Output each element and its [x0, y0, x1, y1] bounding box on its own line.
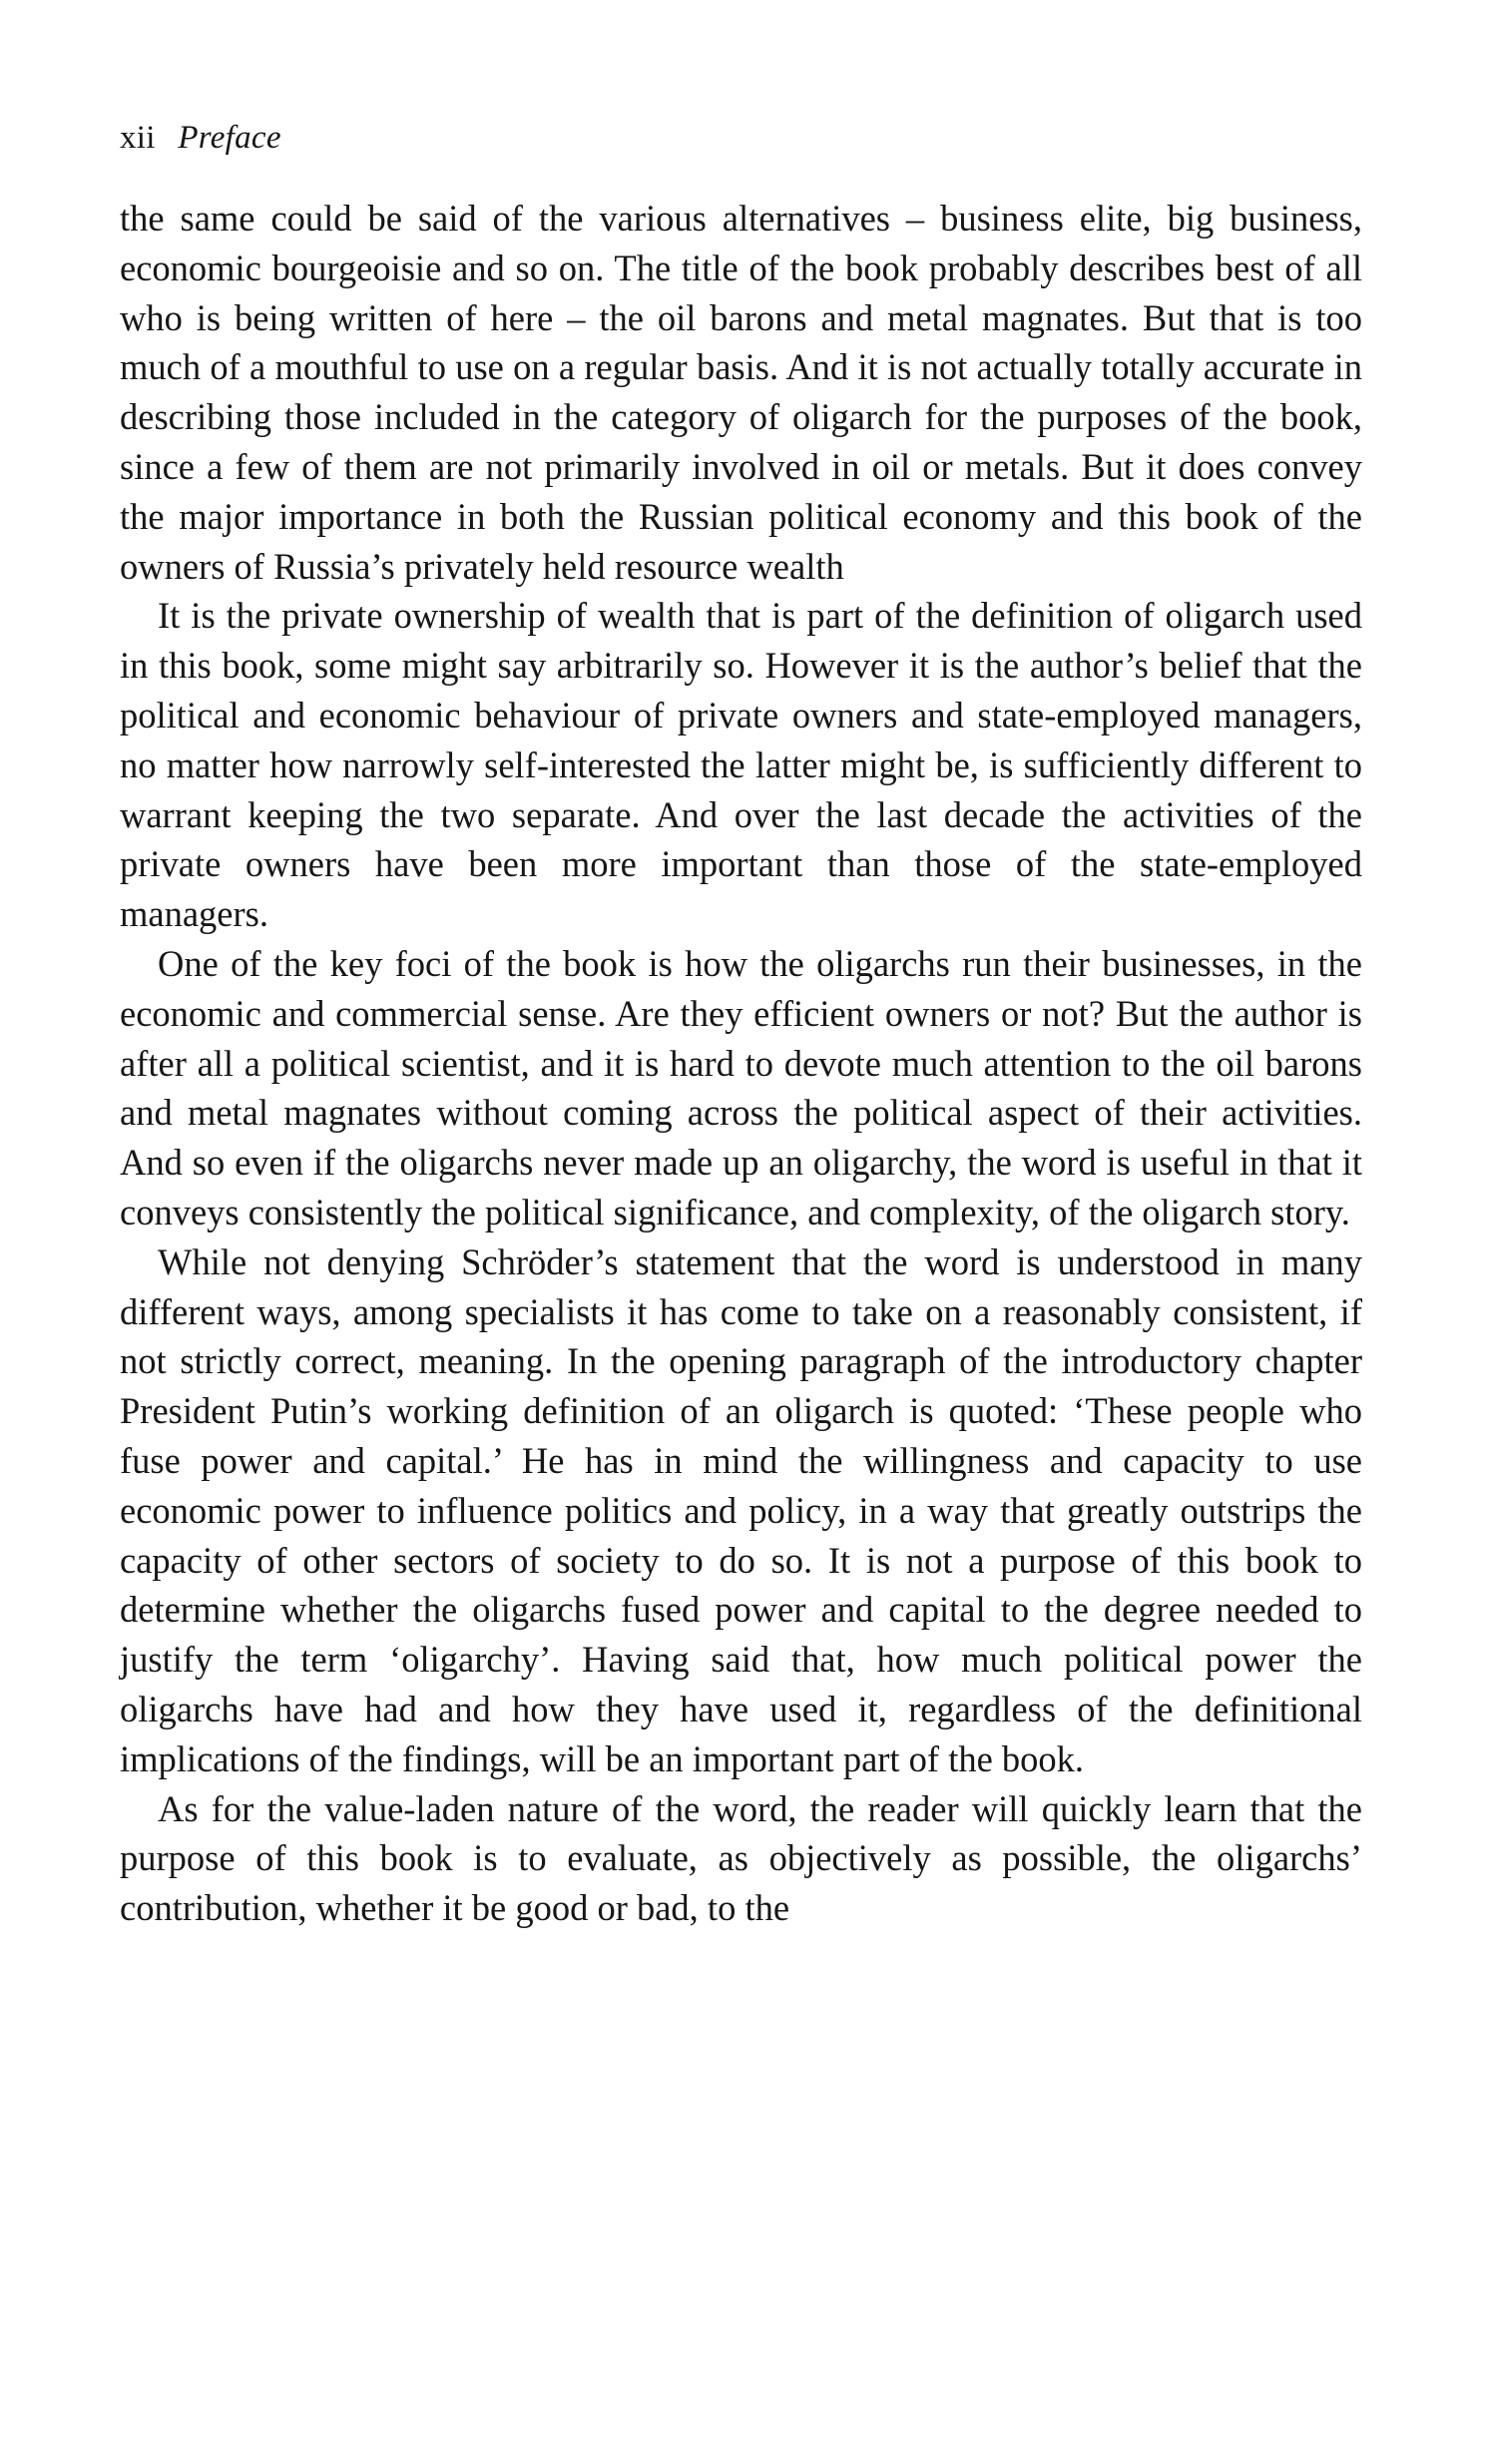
book-page — [120, 118, 1362, 1933]
running-head — [120, 118, 1362, 158]
body-text — [120, 194, 1362, 1933]
paragraph-2: It is the private ownership of wealth that is part of the definition of oligarch used in this book, some might say arbitrarily so. However it is the author’s belief that the political and economic behaviour of private owners and state-employed managers, no matter how narrowly self-interested the latter might be, is sufficiently different to warrant keeping the two separate. And over the last decade the activities of the private owners have been more important than those of the state-employed managers. — [120, 595, 1362, 935]
paragraph-1: the same could be said of the various alternatives – business elite, big business, economic bourgeoisie and so on. The title of the book probably describes best of all who is being written of here – the oil barons and metal magnates. But that is too much of a mouthful to use on a regular basis. And it is not actually totally accurate in describing those included in the category of oligarch for the purposes of the book, since a few of them are not primarily involved in oil or metals. But it does convey the major importance in both the Russian political economy and this book of the owners of Russia’s privately held resource wealth — [120, 198, 1362, 587]
paragraph-5: As for the value-laden nature of the word, the reader will quickly learn that the purpose of this book is to evaluate, as objectively as possible, the oligarchs’ contribution, whether it be good or bad, to the — [120, 1787, 1362, 1929]
page-number: xii — [120, 120, 156, 156]
paragraph-4: While not denying Schröder’s statement that the word is understood in many different ways, among specialists it has come to take on a reasonably consistent, if not strictly correct, meaning. In the opening paragraph of the introductory chapter President Putin’s working definition of an oligarch is quoted: ‘These people who fuse power and capital.’ He has in mind the willingness and capacity to use economic power to influence politics and policy, in a way that greatly outstrips the capacity of other sectors of society to do so. It is not a purpose of this book to determine whether the oligarchs fused power and capital to the degree needed to justify the term ‘oligarchy’. Having said that, how much political power the oligarchs have had and how they have used it, regardless of the definitional implications of the findings, will be an important part of the book. — [120, 1240, 1362, 1779]
section-title: Preface — [178, 120, 281, 156]
paragraph-3: One of the key foci of the book is how the oligarchs run their businesses, in the economic and commercial sense. Are they efficient owners or not? But the author is after all a political scientist, and it is hard to devote much attention to the oil barons and metal magnates without coming across the political aspect of their activities. And so even if the oligarchs never made up an oligarchy, the word is useful in that it conveys consistently the political significance, and complexity, of the oligarch story. — [120, 942, 1362, 1232]
